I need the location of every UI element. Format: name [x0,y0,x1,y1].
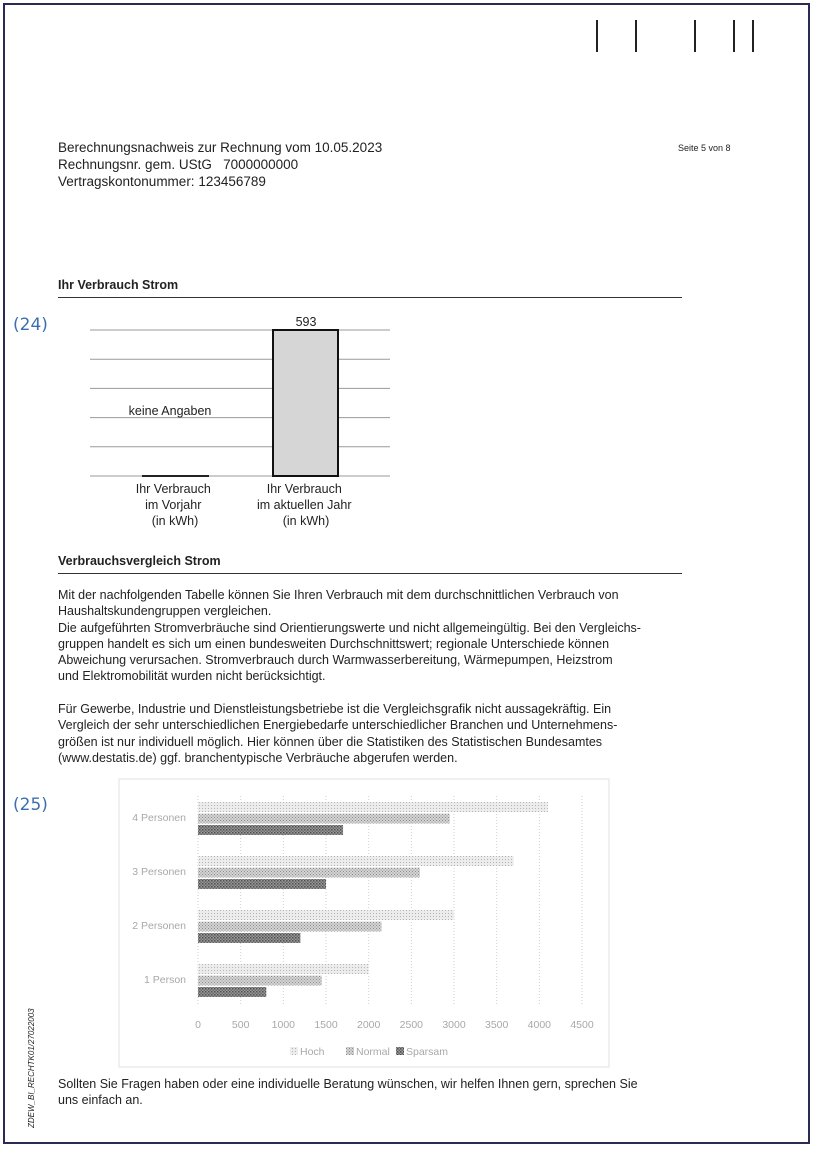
bar-sparsam [198,825,343,835]
legend-label: Hoch [300,1046,325,1058]
bar-normal [198,922,381,932]
section-divider [58,573,682,574]
bar-normal [198,868,420,878]
bar-hoch [198,910,454,920]
paragraph-line: (www.destatis.de) ggf. branchentypische Verbräuche abgerufen werden. [58,750,458,765]
x-label-curr-line: Ihr Verbrauch [266,482,342,496]
paragraph-line: und Elektromobilität wurden nicht berücksichtigt. [58,669,326,684]
x-tick-label: 2500 [399,1019,424,1031]
legend-swatch [290,1047,298,1055]
bar-normal [198,976,322,986]
x-label-current-year [257,482,355,528]
header-line-invoice-number: Rechnungsnr. gem. UStG 7000000000 [58,157,299,172]
bar-normal [198,814,450,824]
annotation-24: (24) [13,315,48,335]
header-line-invoice-date: Berechnungsnachweis zur Rechnung vom 10.05.2023 [58,140,383,155]
bar-sparsam [198,879,326,889]
annotation-25: (25) [13,795,48,815]
chart-gridlines [90,330,390,476]
bar-hoch [198,964,369,974]
x-tick-label: 3500 [484,1019,509,1031]
legend-swatch [346,1047,354,1055]
section-divider [58,297,682,298]
page-number: Seite 5 von 8 [678,143,731,153]
header-line-account-number: Vertragskontonummer: 123456789 [58,174,266,189]
barcode-mark [733,20,735,52]
legend-swatch [396,1047,404,1055]
category-label: 1 Person [143,974,186,986]
paragraph-line: Mit der nachfolgenden Tabelle können Sie Ihren Verbrauch mit dem durchschnittlichen Verbrauch von [58,588,619,602]
invoice-header [58,139,382,190]
x-label-prev-year [136,482,215,528]
legend-label: Sparsam [406,1046,449,1058]
paragraph-line: Sollten Sie Fragen haben oder eine individuelle Beratung wünschen, wir helfen Ihnen gern, sprechen Sie [58,1077,638,1091]
x-tick-label: 4500 [570,1019,594,1031]
bar-value-label: 593 [295,315,317,329]
paragraph-line: Für Gewerbe, Industrie und Dienstleistungsbetriebe ist die Vergleichsgrafik nicht aussagekräftig. Ein [58,702,612,716]
category-label: 3 Personen [132,866,186,878]
barcode-mark [752,20,754,52]
x-label-prev-line: im Vorjahr [145,498,202,512]
x-tick-label: 1500 [314,1019,338,1031]
chart-category-labels [132,812,186,986]
business-note-paragraph [58,701,690,766]
x-label-curr-line: im aktuellen Jahr [257,498,352,512]
legend-label: Normal [356,1046,390,1058]
x-tick-label: 2000 [356,1019,381,1031]
x-tick-label: 500 [231,1019,250,1031]
section-title-consumption: Ihr Verbrauch Strom [58,278,179,292]
paragraph-line: uns einfach an. [58,1093,143,1108]
no-data-label: keine Angaben [128,404,212,418]
x-label-prev-line: Ihr Verbrauch [135,482,211,496]
category-label: 2 Personen [132,920,186,932]
document-side-id: ZDEW_BI_RECHTK01/27022003 [27,1008,36,1128]
paragraph-line: Die aufgeführten Stromverbräuche sind Orientierungswerte und nicht allgemeingültig. Bei den Vergleichs- [58,620,641,635]
x-label-prev-line: (in kWh) [151,514,199,528]
x-label-curr-line: (in kWh) [282,514,330,528]
household-comparison-chart [118,778,613,1070]
barcode-mark [635,20,637,52]
barcode-mark [596,20,598,52]
bar-hoch [198,856,514,866]
x-tick-label: 3000 [442,1019,466,1031]
chart-tick-labels [195,1019,594,1031]
comparison-intro-paragraph [58,587,690,685]
chart-bars [198,802,548,997]
bar-hoch [198,802,548,812]
section-title-comparison: Verbrauchsvergleich Strom [58,554,221,568]
paragraph-line: Haushaltskundengruppen vergleichen. [58,604,272,619]
closing-paragraph [58,1076,690,1109]
x-tick-label: 0 [195,1019,201,1031]
paragraph-line: gruppen handelt es sich um einen bundesweiten Durchschnittswert; regionale Unterschiede können [58,636,610,651]
category-label: 4 Personen [132,812,186,824]
paragraph-line: Vergleich der sehr unterschiedlichen Energiebedarfe unterschiedlicher Branchen und Unternehmens- [58,718,618,733]
barcode-mark [694,20,696,52]
paragraph-line: Abweichung verursachen. Stromverbrauch durch Warmwasserbereitung, Wärmepumpen, Heizstrom [58,653,613,668]
bar-sparsam [198,987,266,997]
x-tick-label: 4000 [527,1019,552,1031]
chart-legend [290,1046,448,1058]
consumption-bar-chart [80,310,410,535]
paragraph-line: größen ist nur individuell möglich. Hier können über die Statistiken des Statistischen Bundesamtes [58,734,603,749]
x-tick-label: 1000 [271,1019,296,1031]
current-year-bar [273,330,338,476]
bar-sparsam [198,933,300,943]
